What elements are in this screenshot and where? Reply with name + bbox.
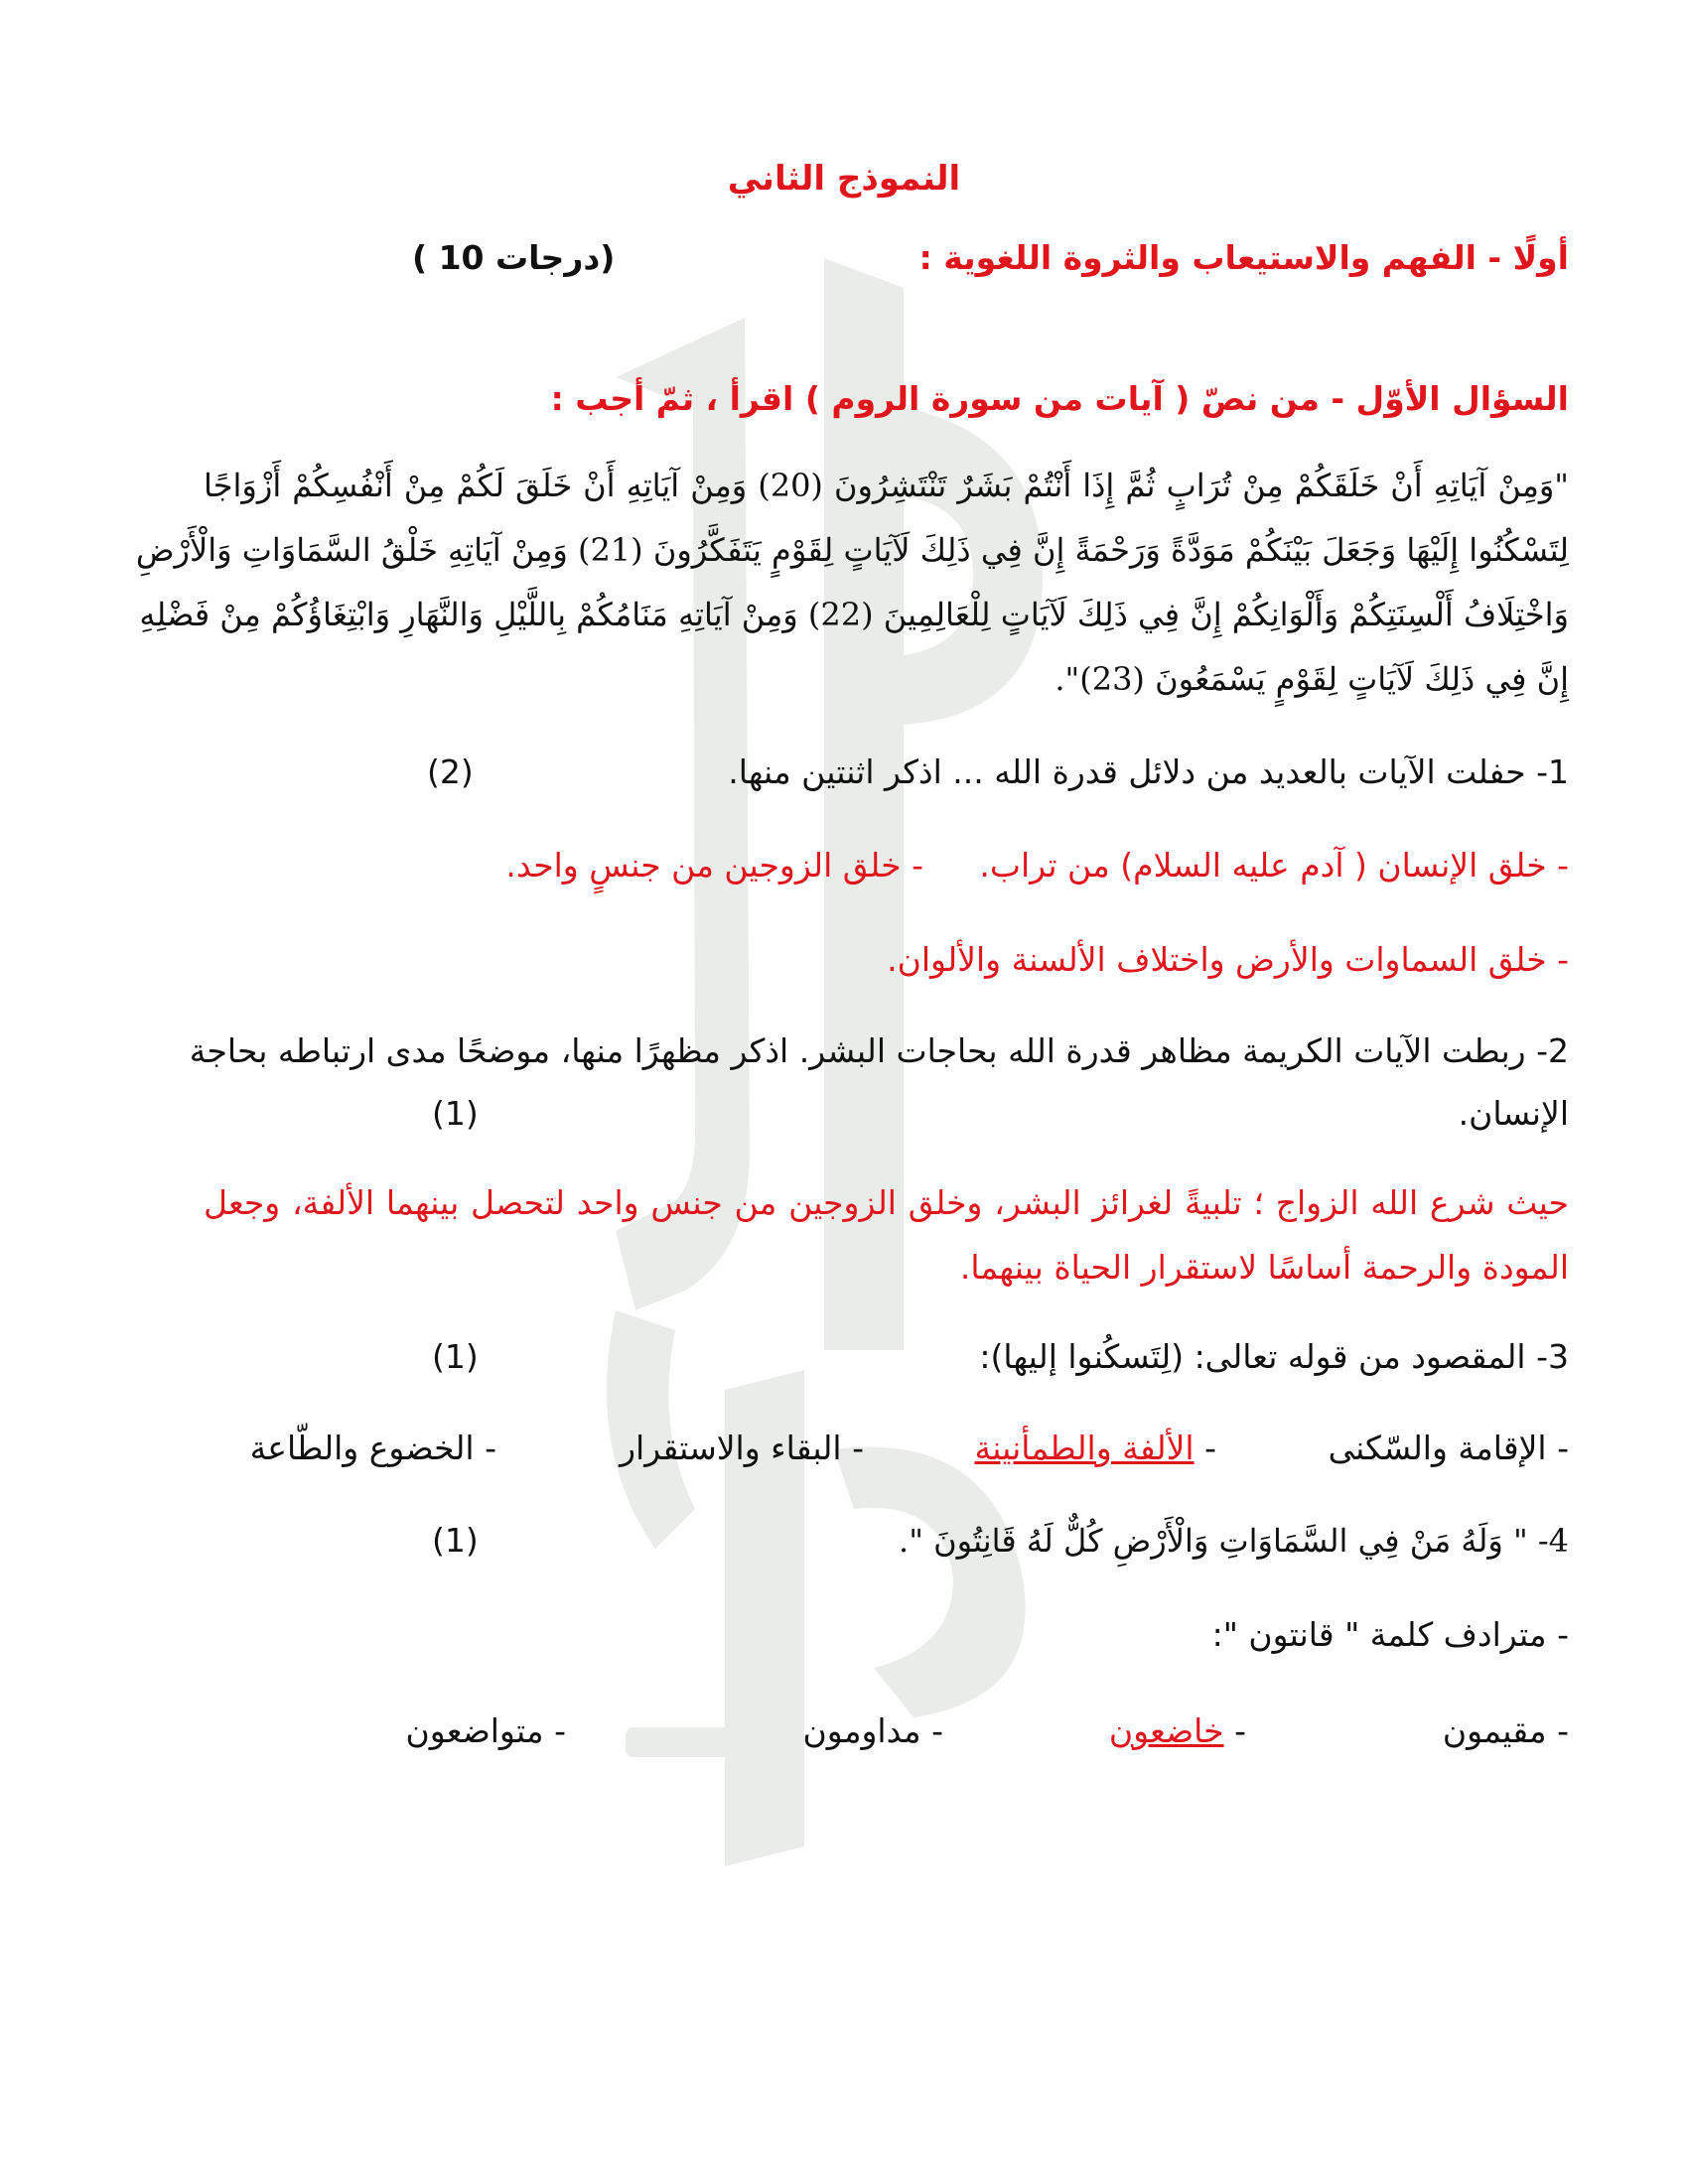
q4-option-3: - مداومون	[802, 1711, 943, 1750]
answer-1a: - خلق الإنسان ( آدم عليه السلام) من تراب.	[979, 846, 1569, 885]
page-title: النموذج الثاني	[727, 159, 961, 199]
question-4-options	[204, 1709, 1569, 1754]
q3-option-3: - البقاء والاستقرار	[620, 1429, 864, 1467]
section-heading-row	[204, 236, 1569, 281]
answer-2-line: حيث شرع الله الزواج ؛ تلبيةً لغرائز البشر، وخلق الزوجين من جنس واحد لتحصل بينهما الألفة، وجعل	[204, 1183, 1569, 1222]
section-heading: أولًا - الفهم والاستيعاب والثروة اللغوية :	[918, 238, 1569, 277]
verse-line: "وَمِنْ آيَاتِهِ أَنْ خَلَقَكُمْ مِنْ تُرَابٍ ثُمَّ إِذَا أَنْتُمْ بَشَرٌ تَنْتَشِرُونَ (20) وَمِنْ آيَاتِهِ أَنْ خَلَقَ لَكُمْ مِنْ أَنْفُسِكُمْ أَزْوَاجًا	[204, 467, 1570, 504]
question-2-marks: (1)	[432, 1094, 479, 1133]
question-3-marks: (1)	[432, 1337, 479, 1376]
question-4-prompt: - مترادف كلمة " قانتون ":	[1211, 1615, 1569, 1654]
question-4-marks: (1)	[432, 1521, 479, 1560]
q4-option-2: - خاضعون	[1108, 1711, 1246, 1750]
verse-line: وَاخْتِلَافُ أَلْسِنَتِكُمْ وَأَلْوَانِكُمْ إِنَّ فِي ذَلِكَ لَآيَاتٍ لِلْعَالِمِينَ (22) وَمِنْ آيَاتِهِ مَنَامُكُمْ بِاللَّيْلِ وَالنَّهَارِ وَابْتِغَاؤُكُمْ مِنْ فَضْلِهِ	[139, 596, 1569, 633]
answer-1-row	[204, 844, 1569, 888]
answer-2-line: المودة والرحمة أساسًا لاستقرار الحياة بينهما.	[959, 1248, 1569, 1287]
verse-line: إِنَّ فِي ذَلِكَ لَآيَاتٍ لِقَوْمٍ يَسْمَعُونَ (23)".	[1055, 660, 1569, 698]
question-intro: السؤال الأوّل - من نصّ ( آيات من سورة الروم ) اقرأ ، ثمّ أجب :	[550, 379, 1569, 418]
q4-option-1: - مقيمون	[1442, 1711, 1569, 1750]
answer-1b: - خلق الزوجين من جنسٍ واحد.	[505, 846, 923, 885]
q3-option-2: - الألفة والطمأنينة	[974, 1429, 1216, 1467]
question-2-row	[204, 1092, 1569, 1137]
question-4-text: 4- " وَلَهُ مَنْ فِي السَّمَاوَاتِ وَالْأَرْضِ كُلٌّ لَهُ قَانِتُونَ ".	[899, 1522, 1569, 1560]
question-3-options	[204, 1427, 1569, 1471]
q4-option-4: - متواضعون	[405, 1711, 566, 1750]
question-2-line: 2- ربطت الآيات الكريمة مظاهر قدرة الله بحاجات البشر. اذكر مظهرًا منها، موضحًا مدى ارتباطه بحاجة	[189, 1031, 1569, 1070]
question-1-text: 1- حفلت الآيات بالعديد من دلائل قدرة الله ... اذكر اثنتين منها.	[728, 752, 1569, 791]
question-4	[204, 1519, 1569, 1564]
question-2-line2: الإنسان.	[1458, 1094, 1569, 1133]
q3-option-4: - الخضوع والطّاعة	[249, 1429, 496, 1467]
q3-option-1: - الإقامة والسّكنى	[1328, 1429, 1569, 1467]
verse-line: لِتَسْكُنُوا إِلَيْهَا وَجَعَلَ بَيْنَكُمْ مَوَدَّةً وَرَحْمَةً إِنَّ فِي ذَلِكَ لَآيَاتٍ لِقَوْمٍ يَتَفَكَّرُونَ (21) وَمِنْ آيَاتِهِ خَلْقُ السَّمَاوَاتِ وَالْأَرْضِ	[135, 531, 1569, 569]
section-grade: ( 10 درجات)	[412, 238, 616, 277]
question-1	[204, 751, 1569, 795]
question-3-text: 3- المقصود من قوله تعالى: (لِتَسكُنوا إليها):	[979, 1337, 1569, 1376]
q4-correct-answer: خاضعون	[1108, 1711, 1224, 1750]
q3-correct-answer: الألفة والطمأنينة	[974, 1429, 1195, 1467]
question-1-marks: (2)	[427, 752, 474, 791]
answer-1c: - خلق السماوات والأرض واختلاف الألسنة والألوان.	[887, 940, 1569, 979]
question-3	[204, 1335, 1569, 1380]
